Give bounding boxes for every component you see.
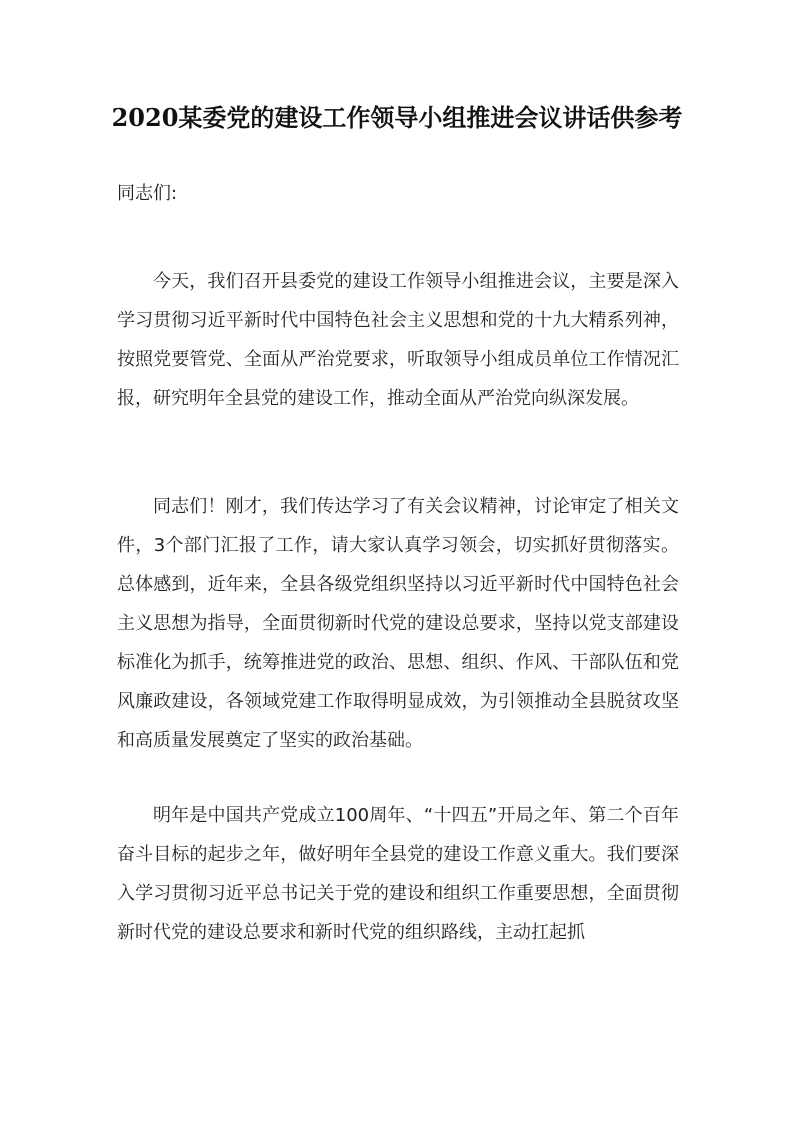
salutation: 同志们:	[117, 183, 178, 204]
paragraph-3: 明年是中国共产党成立100周年、“十四五”开局之年、第二个百年奋斗目标的起步之年，做好明年全县党的建设工作意义重大。我们要深入学习贯彻习近平总书记关于党的建设和组织工作重要思想，全面贯彻新时代党的建设总要求和新时代党的组织路线，主动扛起抓	[117, 805, 679, 943]
paragraph-1: 今天，我们召开县委党的建设工作领导小组推进会议，主要是深入学习贯彻习近平新时代中国特色社会主义思想和党的十九大精系列神，按照党要管党、全面从严治党要求，听取领导小组成员单位工作情况汇报，研究明年全县党的建设工作，推动全面从严治党向纵深发展。	[117, 271, 679, 409]
document-title: 2020某委党的建设工作领导小组推进会议讲话供参考	[111, 103, 683, 132]
paragraph-2: 同志们！刚才，我们传达学习了有关会议精神，讨论审定了相关文件，3个部门汇报了工作，请大家认真学习领会，切实抓好贯彻落实。总体感到，近年来，全县各级党组织坚持以习近平新时代中国特色社会主义思想为指导，全面贯彻新时代党的建设总要求，坚持以党支部建设标准化为抓手，统筹推进党的政治、思想、组织、作风、干部队伍和党风廉政建设，各领域党建工作取得明显成效，为引领推动全县脱贫攻坚和高质量发展奠定了坚实的政治基础。	[117, 496, 679, 751]
